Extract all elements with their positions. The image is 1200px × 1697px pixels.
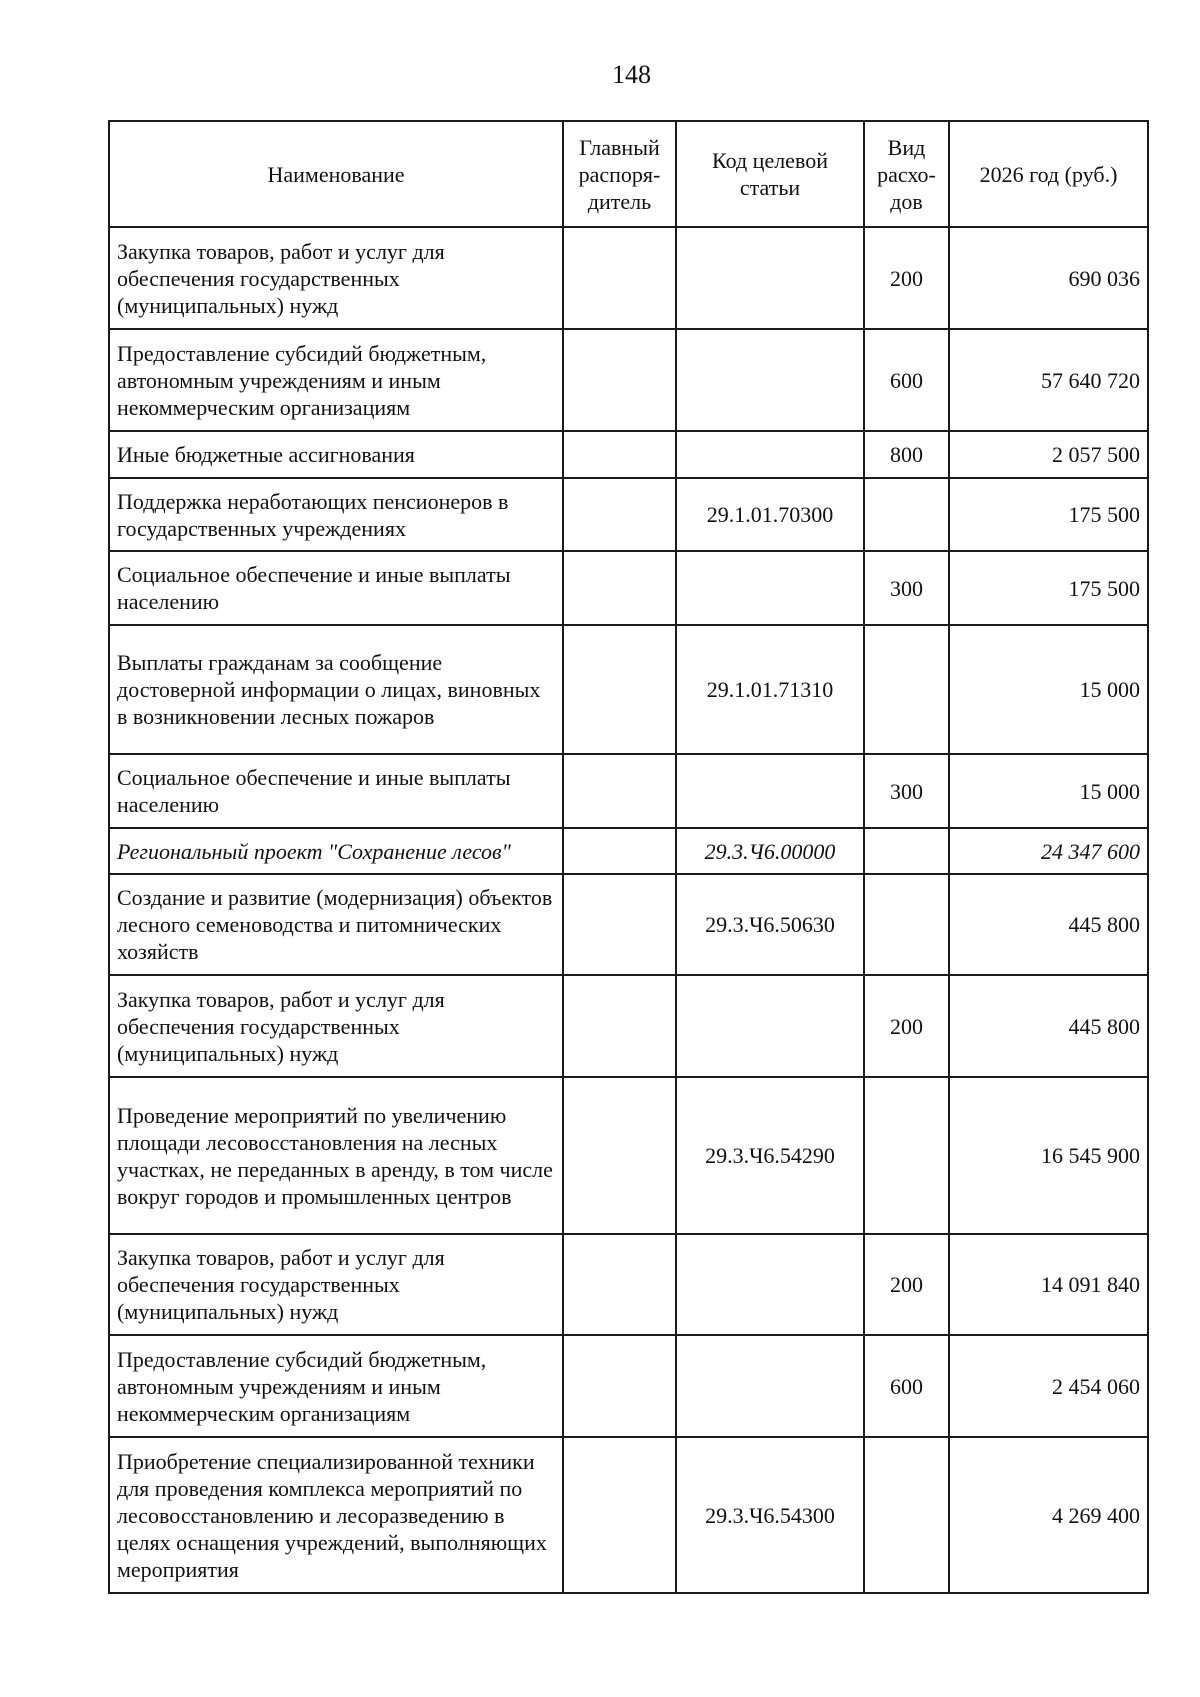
cell-name: Региональный проект "Сохранение лесов" bbox=[109, 828, 563, 874]
header-name: Наименование bbox=[109, 121, 563, 227]
cell-target-code bbox=[676, 329, 864, 431]
table-row bbox=[109, 975, 1148, 1077]
cell-target-code: 29.3.Ч6.54290 bbox=[676, 1077, 864, 1234]
cell-expense-type bbox=[864, 478, 949, 551]
cell-amount: 690 036 bbox=[949, 227, 1148, 329]
table-row bbox=[109, 625, 1148, 754]
cell-name: Создание и развитие (модернизация) объектов лесного семеноводства и питомнических хозяйств bbox=[109, 874, 563, 975]
cell-name: Закупка товаров, работ и услуг для обеспечения государственных (муниципальных) нужд bbox=[109, 227, 563, 329]
cell-main-manager bbox=[563, 828, 676, 874]
table-row-project bbox=[109, 828, 1148, 874]
table-row bbox=[109, 227, 1148, 329]
table-row bbox=[109, 551, 1148, 625]
cell-name: Предоставление субсидий бюджетным, автономным учреждениям и иным некоммерческим организациям bbox=[109, 1335, 563, 1437]
header-main-manager: Главный распоря-дитель bbox=[563, 121, 676, 227]
cell-target-code bbox=[676, 975, 864, 1077]
cell-target-code bbox=[676, 754, 864, 828]
cell-expense-type: 300 bbox=[864, 551, 949, 625]
cell-expense-type: 200 bbox=[864, 1234, 949, 1335]
table-row bbox=[109, 1335, 1148, 1437]
cell-name: Выплаты гражданам за сообщение достоверной информации о лицах, виновных в возникновении лесных пожаров bbox=[109, 625, 563, 754]
cell-expense-type: 800 bbox=[864, 431, 949, 478]
cell-target-code bbox=[676, 431, 864, 478]
cell-target-code bbox=[676, 551, 864, 625]
cell-expense-type: 200 bbox=[864, 975, 949, 1077]
cell-target-code: 29.3.Ч6.54300 bbox=[676, 1437, 864, 1593]
table-row bbox=[109, 1077, 1148, 1234]
cell-expense-type bbox=[864, 1437, 949, 1593]
cell-amount: 445 800 bbox=[949, 874, 1148, 975]
cell-amount: 2 057 500 bbox=[949, 431, 1148, 478]
cell-target-code: 29.1.01.70300 bbox=[676, 478, 864, 551]
header-year-2026: 2026 год (руб.) bbox=[949, 121, 1148, 227]
cell-name: Поддержка неработающих пенсионеров в государственных учреждениях bbox=[109, 478, 563, 551]
cell-amount: 2 454 060 bbox=[949, 1335, 1148, 1437]
cell-expense-type: 600 bbox=[864, 1335, 949, 1437]
cell-amount: 445 800 bbox=[949, 975, 1148, 1077]
table-row bbox=[109, 478, 1148, 551]
cell-main-manager bbox=[563, 975, 676, 1077]
cell-amount: 4 269 400 bbox=[949, 1437, 1148, 1593]
cell-expense-type bbox=[864, 1077, 949, 1234]
cell-main-manager bbox=[563, 625, 676, 754]
cell-main-manager bbox=[563, 227, 676, 329]
table-row bbox=[109, 329, 1148, 431]
cell-amount: 24 347 600 bbox=[949, 828, 1148, 874]
header-target-code: Код целевой статьи bbox=[676, 121, 864, 227]
cell-amount: 14 091 840 bbox=[949, 1234, 1148, 1335]
cell-amount: 57 640 720 bbox=[949, 329, 1148, 431]
cell-name: Приобретение специализированной техники для проведения комплекса мероприятий по лесовосстановлению и лесоразведению в целях оснащения учреждений, выполняющих мероприятия bbox=[109, 1437, 563, 1593]
cell-target-code bbox=[676, 1335, 864, 1437]
cell-amount: 175 500 bbox=[949, 478, 1148, 551]
cell-expense-type bbox=[864, 874, 949, 975]
cell-main-manager bbox=[563, 1437, 676, 1593]
table-row bbox=[109, 1437, 1148, 1593]
cell-expense-type bbox=[864, 625, 949, 754]
cell-expense-type: 300 bbox=[864, 754, 949, 828]
cell-main-manager bbox=[563, 329, 676, 431]
cell-expense-type: 600 bbox=[864, 329, 949, 431]
cell-amount: 15 000 bbox=[949, 754, 1148, 828]
cell-amount: 175 500 bbox=[949, 551, 1148, 625]
cell-name: Социальное обеспечение и иные выплаты населению bbox=[109, 551, 563, 625]
cell-amount: 15 000 bbox=[949, 625, 1148, 754]
table-row bbox=[109, 874, 1148, 975]
header-expense-type: Вид расхо-дов bbox=[864, 121, 949, 227]
table-header-row bbox=[109, 121, 1148, 227]
cell-target-code: 29.3.Ч6.00000 bbox=[676, 828, 864, 874]
cell-target-code: 29.3.Ч6.50630 bbox=[676, 874, 864, 975]
cell-target-code: 29.1.01.71310 bbox=[676, 625, 864, 754]
cell-target-code bbox=[676, 1234, 864, 1335]
cell-name: Предоставление субсидий бюджетным, автономным учреждениям и иным некоммерческим организациям bbox=[109, 329, 563, 431]
cell-main-manager bbox=[563, 1077, 676, 1234]
cell-main-manager bbox=[563, 1234, 676, 1335]
cell-target-code bbox=[676, 227, 864, 329]
cell-main-manager bbox=[563, 754, 676, 828]
cell-expense-type: 200 bbox=[864, 227, 949, 329]
table-row bbox=[109, 754, 1148, 828]
cell-name: Закупка товаров, работ и услуг для обеспечения государственных (муниципальных) нужд bbox=[109, 975, 563, 1077]
cell-name: Проведение мероприятий по увеличению площади лесовосстановления на лесных участках, не переданных в аренду, в том числе вокруг городов и промышленных центров bbox=[109, 1077, 563, 1234]
cell-expense-type bbox=[864, 828, 949, 874]
cell-name: Закупка товаров, работ и услуг для обеспечения государственных (муниципальных) нужд bbox=[109, 1234, 563, 1335]
table-row bbox=[109, 1234, 1148, 1335]
cell-name: Социальное обеспечение и иные выплаты населению bbox=[109, 754, 563, 828]
table-row bbox=[109, 431, 1148, 478]
page-number: 148 bbox=[612, 60, 651, 89]
cell-main-manager bbox=[563, 551, 676, 625]
cell-name: Иные бюджетные ассигнования bbox=[109, 431, 563, 478]
cell-main-manager bbox=[563, 478, 676, 551]
cell-amount: 16 545 900 bbox=[949, 1077, 1148, 1234]
cell-main-manager bbox=[563, 431, 676, 478]
budget-table bbox=[108, 120, 1149, 1594]
cell-main-manager bbox=[563, 874, 676, 975]
cell-main-manager bbox=[563, 1335, 676, 1437]
